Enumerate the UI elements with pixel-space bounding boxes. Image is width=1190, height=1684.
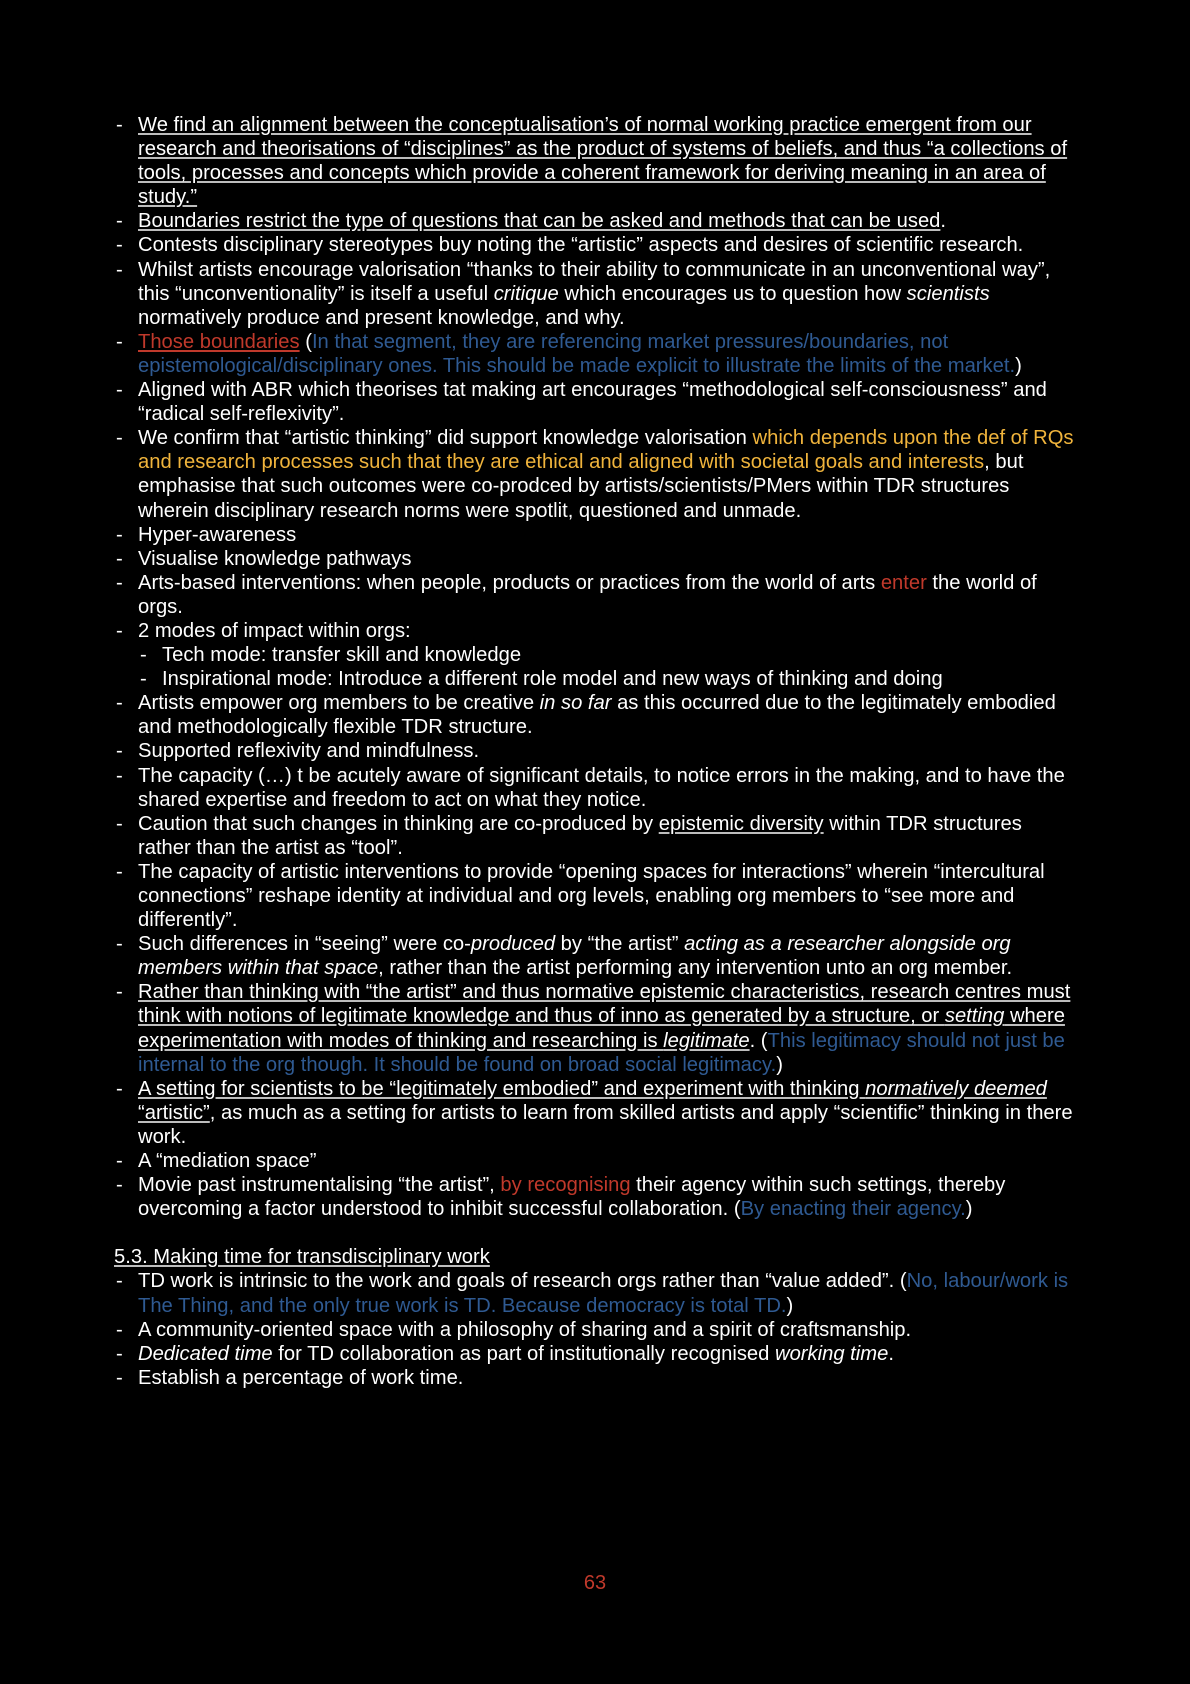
text-segment: A “mediation space”	[138, 1150, 317, 1173]
text-segment: Visualise knowledge pathways	[138, 547, 412, 570]
text-segment: , as much as a setting for artists to learn from skilled artists and apply “scientific” thinking in there work.	[138, 1101, 1073, 1148]
text-segment: )	[965, 1198, 973, 1221]
text-segment: The capacity (…) t be acutely aware of significant details, to notice errors in the making, and to have the shared expertise and freedom to act on what they notice.	[138, 764, 1065, 811]
text-segment: within TDR structures rather than the artist as “tool”.	[138, 812, 1022, 859]
comment-text: This legitimacy should not just be internal to the org though. It should be found on broad social legitimacy.	[138, 1029, 1065, 1076]
text-segment: Establish a percentage of work time.	[138, 1366, 464, 1389]
text-segment: scientists	[906, 282, 990, 305]
edit-text: enter	[880, 571, 927, 594]
list-item	[114, 571, 1074, 619]
text-segment: by “the artist”	[555, 933, 685, 956]
list-item	[114, 209, 1074, 233]
list-item	[114, 739, 1074, 763]
bullet-list-b	[114, 691, 1074, 1221]
sub-list-item	[138, 667, 1074, 691]
list-item	[114, 1366, 1074, 1390]
modes-intro: 2 modes of impact within orgs:	[138, 619, 411, 642]
modes-list	[114, 619, 1074, 691]
text-segment: in so far	[539, 692, 612, 715]
list-item	[114, 426, 1074, 522]
page-number: 63	[583, 1572, 607, 1594]
text-segment: Rather than thinking with “the artist” and thus normative epistemic characteristics, research centres must think with notions of legitimate knowledge and thus of inno as generated by a structure, or	[138, 981, 1071, 1028]
text-segment: the world of orgs.	[138, 571, 1037, 618]
list-item	[114, 860, 1074, 932]
modes-sublist	[138, 643, 1074, 691]
sub-list-item	[138, 643, 1074, 667]
text-segment: Dedicated time	[138, 1342, 273, 1365]
edit-text: by recognising	[500, 1174, 631, 1197]
document-page	[114, 113, 1074, 1390]
list-item	[114, 523, 1074, 547]
text-segment: “artistic”	[138, 1101, 210, 1124]
text-segment: . (	[749, 1029, 768, 1052]
text-segment: We confirm that “artistic thinking” did support knowledge valorisation	[138, 427, 753, 450]
text-segment: Hyper-awareness	[138, 523, 297, 546]
list-item	[114, 233, 1074, 257]
text-segment: Contests disciplinary stereotypes buy noting the “artistic” aspects and desires of scientific research.	[138, 234, 1024, 257]
text-segment: Such differences in “seeing” were co-	[138, 933, 471, 956]
text-segment: TD work is intrinsic to the work and goals of research orgs rather than “value added”. (	[138, 1270, 907, 1293]
text-segment: (	[299, 330, 312, 353]
text-segment: critique	[493, 282, 559, 305]
list-item	[114, 980, 1074, 1076]
text-segment: We find an alignment between the conceptualisation’s of normal working practice emergent from our research and theorisations of “disciplines” as the product of systems of beliefs, and thus “a collections of tools, processes and concepts which provide a coherent framework for deriving meaning in an area of study.”	[138, 114, 1068, 209]
text-segment: Artists empower org members to be creative	[138, 692, 540, 715]
text-segment: legitimate	[663, 1029, 750, 1052]
text-segment: for TD collaboration as part of institutionally recognised	[272, 1342, 775, 1365]
text-segment: )	[786, 1294, 794, 1317]
text-segment: working time	[775, 1342, 889, 1365]
list-item	[114, 1342, 1074, 1366]
text-segment: Supported reflexivity and mindfulness.	[138, 740, 480, 763]
text-segment: Caution that such changes in thinking are co-produced by	[138, 812, 659, 835]
list-item	[114, 113, 1074, 209]
tech-mode-text: Tech mode: transfer skill and knowledge	[162, 644, 522, 667]
text-segment: normatively deemed	[865, 1077, 1047, 1100]
list-item	[114, 1269, 1074, 1317]
list-item	[114, 1149, 1074, 1173]
text-segment: which encourages us to question how	[558, 282, 907, 305]
text-segment: as this occurred due to the legitimately embodied and methodologically flexible TDR structure.	[138, 692, 1056, 739]
text-segment: epistemic diversity	[658, 812, 824, 835]
list-item	[114, 1173, 1074, 1221]
text-segment: A community-oriented space with a philosophy of sharing and a spirit of craftsmanship.	[138, 1318, 912, 1341]
section-bullet-list	[114, 1269, 1074, 1389]
comment-text: By enacting their agency.	[740, 1198, 966, 1221]
text-segment: Boundaries restrict the type of questions that can be asked and methods that can be used	[138, 210, 941, 233]
inspirational-mode-text: Inspirational mode: Introduce a different role model and new ways of thinking and doing	[162, 668, 943, 691]
list-item	[114, 547, 1074, 571]
text-segment: produced	[470, 933, 556, 956]
text-segment: )	[1015, 354, 1022, 377]
list-item	[114, 619, 1074, 691]
list-item	[114, 812, 1074, 860]
text-segment: , but emphasise that such outcomes were co-prodced by artists/scientists/PMers within TDR structures wherein disciplinary research norms were spotlit, questioned and unmade.	[138, 451, 1024, 522]
spacer	[114, 1221, 1074, 1245]
text-segment: Movie past instrumentalising “the artist”,	[138, 1174, 501, 1197]
comment-text: No, labour/work is The Thing, and the only true work is TD. Because democracy is total TD.	[138, 1270, 1069, 1317]
list-item	[114, 1077, 1074, 1149]
text-segment: where experimentation with modes of thinking and researching is	[138, 1005, 1065, 1052]
text-segment: , rather than the artist performing any intervention unto an org member.	[378, 957, 1013, 980]
text-segment: A setting for scientists to be “legitimately embodied” and experiment with thinking	[138, 1077, 866, 1100]
list-item	[114, 378, 1074, 426]
edit-text: Those boundaries	[138, 330, 300, 353]
list-item	[114, 932, 1074, 980]
text-segment: The capacity of artistic interventions to provide “opening spaces for interactions” wherein “intercultural connections” reshape identity at individual and org levels, enabling org members to “see more and differently”.	[138, 860, 1045, 932]
text-segment: Arts-based interventions: when people, products or practices from the world of arts	[138, 571, 881, 594]
text-segment: )	[776, 1053, 783, 1076]
list-item	[114, 691, 1074, 739]
text-segment: acting as a researcher alongside org members within that space	[138, 933, 1011, 980]
text-segment: .	[940, 210, 947, 233]
list-item	[114, 764, 1074, 812]
text-segment: Whilst artists encourage valorisation “thanks to their ability to communicate in an unconventional way”, this “unconventionality” is itself a useful	[138, 258, 1051, 305]
text-segment: setting	[944, 1005, 1005, 1028]
bullet-list-a	[114, 113, 1074, 619]
text-segment: Aligned with ABR which theorises tat making art encourages “methodological self-consciousness” and “radical self-reflexivity”.	[138, 379, 1047, 426]
highlight-text: which depends upon the def of RQs and research processes such that they are ethical and aligned with societal goals and interests	[138, 427, 1074, 474]
text-segment: their agency within such settings, thereby overcoming a factor understood to inhibit successful collaboration. (	[138, 1174, 1006, 1221]
list-item	[114, 330, 1074, 378]
text-segment: normatively produce and present knowledge, and why.	[138, 306, 625, 329]
text-segment: .	[888, 1342, 894, 1365]
list-item	[114, 1318, 1074, 1342]
list-item	[114, 258, 1074, 330]
comment-text: In that segment, they are referencing market pressures/boundaries, not epistemological/disciplinary ones. This should be made explicit to illustrate the limits of the market.	[138, 330, 1016, 377]
section-heading: 5.3. Making time for transdisciplinary work	[114, 1246, 490, 1269]
